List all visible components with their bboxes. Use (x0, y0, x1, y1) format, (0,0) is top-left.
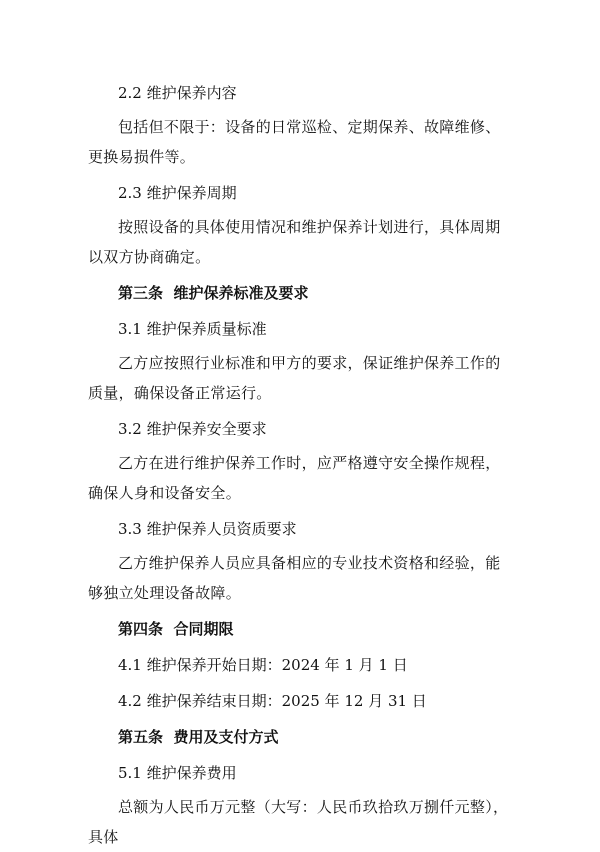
section-heading: 3.1 维护保养质量标准 (118, 320, 267, 338)
section-heading: 3.3 维护保养人员资质要求 (118, 520, 297, 538)
contract-start-date: 4.1 维护保养开始日期：2024 年 1 月 1 日 (118, 656, 408, 674)
section-heading: 3.2 维护保养安全要求 (118, 420, 267, 438)
paragraph: 包括但不限于：设备的日常巡检、定期保养、故障维修、更换易损件等。 (88, 118, 501, 166)
section-heading: 5.1 维护保养费用 (118, 764, 237, 782)
article-heading: 第五条 费用及支付方式 (118, 728, 279, 746)
paragraph: 乙方在进行维护保养工作时，应严格遵守安全操作规程，确保人身和设备安全。 (88, 454, 501, 502)
section-heading: 2.3 维护保养周期 (118, 184, 237, 202)
paragraph: 乙方维护保养人员应具备相应的专业技术资格和经验，能够独立处理设备故障。 (88, 554, 501, 602)
paragraph: 总额为人民币万元整（大写：人民币玖拾玖万捌仟元整），具体 (88, 798, 509, 846)
article-heading: 第三条 维护保养标准及要求 (118, 284, 309, 302)
contract-end-date: 4.2 维护保养结束日期：2025 年 12 月 31 日 (118, 692, 427, 710)
paragraph: 按照设备的具体使用情况和维护保养计划进行，具体周期以双方协商确定。 (88, 218, 501, 266)
document-body (88, 78, 512, 852)
paragraph: 乙方应按照行业标准和甲方的要求，保证维护保养工作的质量，确保设备正常运行。 (88, 354, 501, 402)
section-heading: 2.2 维护保养内容 (118, 84, 237, 102)
article-heading: 第四条 合同期限 (118, 620, 234, 638)
